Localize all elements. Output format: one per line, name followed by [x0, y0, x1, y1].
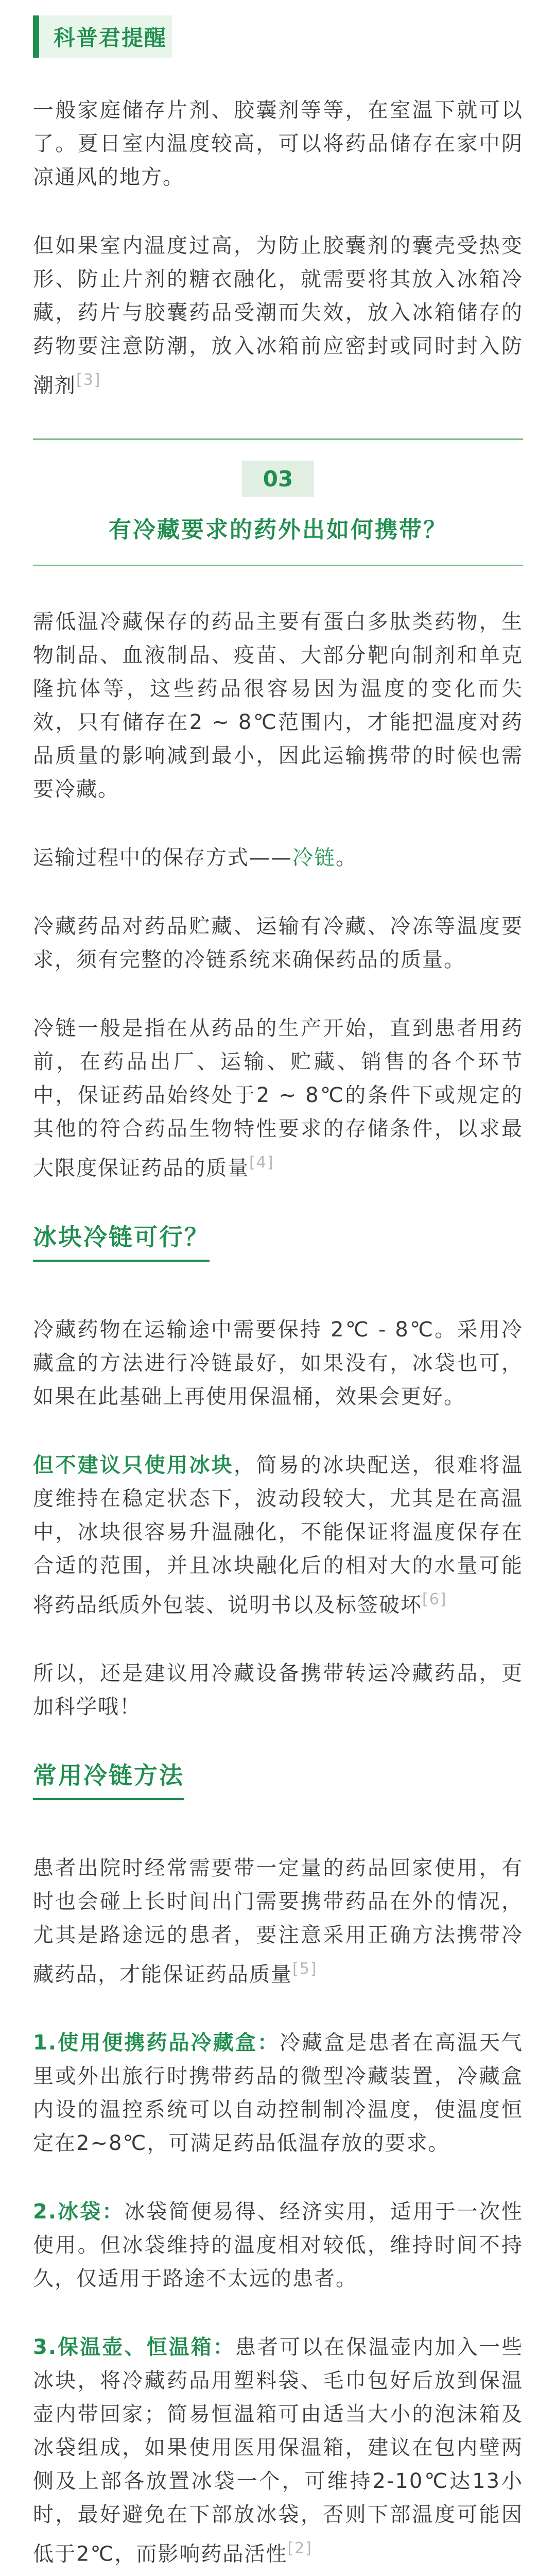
paragraph-refrigerate: 但如果室内温度过高，为防止胶囊剂的囊壳受热变形、防止片剂的糖衣融化，就需要将其放入冰箱冷藏，药片与胶囊药品受潮而失效，放入冰箱储存的药物要注意防潮，放入冰箱前应密封或同时封入防潮剂[3] — [33, 234, 523, 398]
section-title: 有冷藏要求的药外出如何携带？ — [109, 517, 447, 544]
cold-chain-link[interactable]: 冷链 — [292, 846, 336, 870]
citation: [4] — [249, 1154, 274, 1172]
paragraph-cold-drugs: 需低温冷藏保存的药品主要有蛋白多肽类药物，生物制品、血液制品、疫苗、大部分靶向制剂和单克隆抗体等，这些药品很容易因为温度的变化而失效，只有储存在2 ~ 8℃范围内，才能把温度对药品质量的影响减到最小，因此运输携带的时候也需要冷藏。 — [33, 610, 523, 802]
method-lead: 2.冰袋： — [33, 2200, 125, 2224]
method-portable-box: 1.使用便携药品冷藏盒：冷藏盒是患者在高温天气里或外出旅行时携带药品的微型冷藏装置，冷藏盒内设的温控系统可以自动控制制冷温度，使温度恒定在2~8℃，可满足药品低温存放的要求。 — [33, 2031, 523, 2156]
method-lead: 1.使用便携药品冷藏盒： — [33, 2031, 280, 2055]
paragraph-storage-room-temp: 一般家庭储存片剂、胶囊剂等等，在室温下就可以了。夏日室内温度较高，可以将药品储存在家中阴凉通风的地方。 — [33, 98, 523, 189]
method-thermos: 3.保温壶、恒温箱：患者可以在保温壶内加入一些冰块，将冷藏药品用塑料袋、毛巾包好后放到保温壶内带回家；简易恒温箱可由适当大小的泡沫箱及冰袋组成，如果使用医用保温箱，建议在包内壁两侧及上部各放置冰袋一个，可维持2-10℃达13小时，最好避免在下部放冰袋，否则下部温度可能因低于2℃，而影响药品活性[2] — [33, 2335, 523, 2566]
method-ice-bag: 2.冰袋：冰袋简便易得、经济实用，适用于一次性使用。但冰袋维持的温度相对较低，维持时间不持久，仅适用于路途不太远的患者。 — [33, 2200, 523, 2291]
warning-lead: 但不建议只使用冰块 — [33, 1453, 234, 1477]
subheading-cold-chain-methods: 常用冷链方法 — [33, 1757, 184, 1800]
paragraph-cold-chain-intro: 运输过程中的保存方式——冷链。 — [33, 846, 357, 870]
citation: [6] — [422, 1590, 447, 1608]
paragraph-cold-chain-req: 冷藏药品对药品贮藏、运输有冷藏、冷冻等温度要求，须有完整的冷链系统来确保药品的质量。 — [33, 914, 523, 972]
article — [0, 15, 556, 2571]
paragraph-transport-temp: 冷藏药物在运输途中需要保持 2℃ - 8℃。采用冷藏盒的方法进行冷链最好，如果没有，冰袋也可，如果在此基础上再使用保温桶，效果会更好。 — [33, 1317, 523, 1409]
paragraph-discharge-patients: 患者出院时经常需要带一定量的药品回家使用，有时也会碰上长时间出门需要携带药品在外的情况，尤其是路途远的患者，要注意采用正确方法携带冷藏药品，才能保证药品质量[5] — [33, 1856, 523, 1987]
citation: [2] — [287, 2539, 312, 2558]
paragraph-recommend: 所以，还是建议用冷藏设备携带转运冷藏药品，更加科学哦！ — [33, 1661, 523, 1719]
method-lead: 3.保温壶、恒温箱： — [33, 2335, 235, 2360]
citation: [5] — [292, 1959, 318, 1978]
subheading-ice-chain: 冰块冷链可行？ — [33, 1218, 210, 1262]
section-number: 03 — [242, 461, 314, 497]
paragraph-cold-chain-def: 冷链一般是指在从药品的生产开始，直到患者用药前，在药品出厂、运输、贮藏、销售的各个环节中，保证药品始终处于2 ~ 8℃的条件下或规定的其他的符合药品生物特性要求的存储条件，以求最大限度保证药品的质量[4] — [33, 1016, 523, 1180]
paragraph-ice-only-warning: 但不建议只使用冰块，简易的冰块配送，很难将温度维持在稳定状态下，波动段较大，尤其是在高温中，冰块很容易升温融化，不能保证将温度保存在合适的范围，并且冰块融化后的相对大的水量可能将药品纸质外包装、说明书以及标签破坏[6] — [33, 1453, 523, 1617]
header-tag: 科普君提醒 — [33, 15, 172, 58]
citation: [3] — [76, 371, 101, 389]
